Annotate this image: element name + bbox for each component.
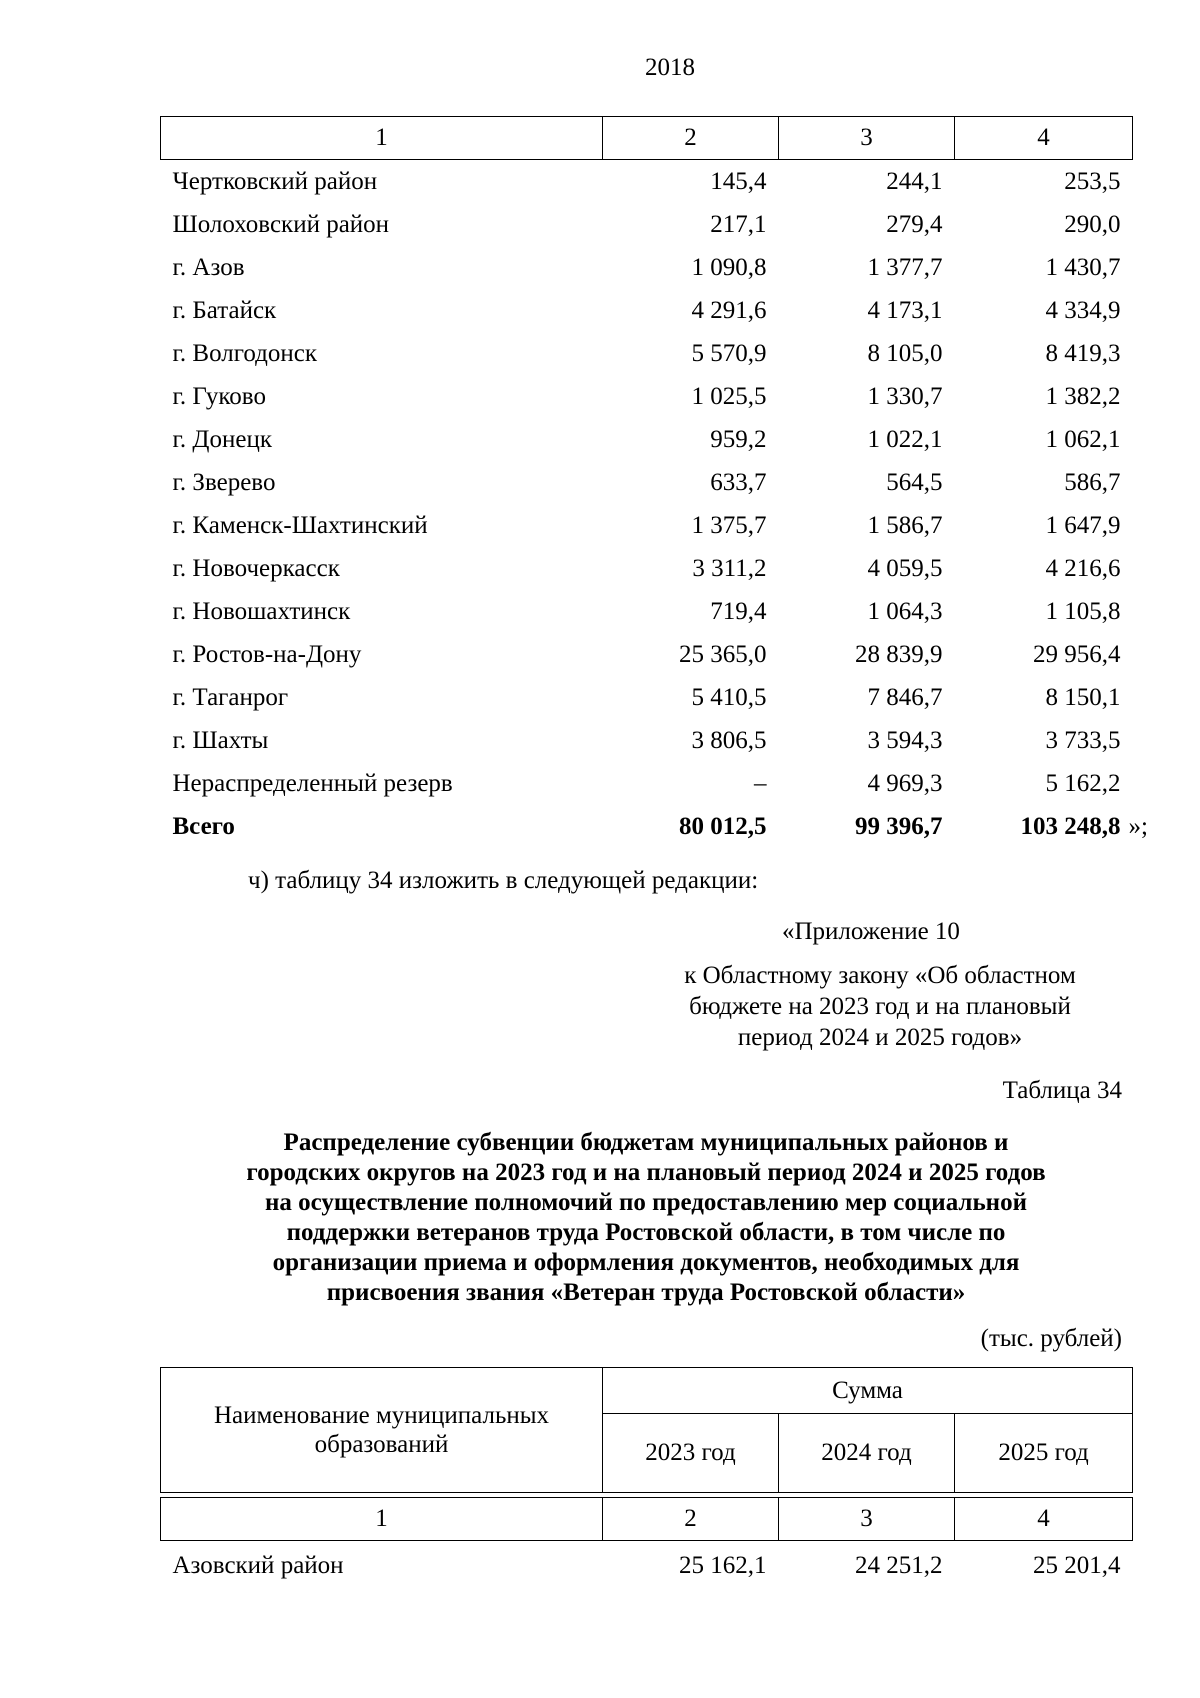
value-col2: 25 365,0 [679, 640, 767, 668]
municipality-name: г. Новочеркасск [172, 554, 340, 582]
year-header: 2025 год [955, 1414, 1133, 1493]
table-number: Таблица 34 [1002, 1077, 1122, 1104]
bottom-index-row [161, 1498, 1133, 1541]
municipality-name: г. Донецк [172, 425, 272, 453]
municipality-name: г. Зверево [172, 468, 276, 496]
value-col4: 1 430,7 [1045, 253, 1121, 281]
table-row [161, 289, 1133, 332]
municipality-name: г. Азов [172, 253, 245, 281]
value-2023: 25 162,1 [679, 1552, 767, 1579]
year-header: 2023 год [603, 1414, 779, 1493]
value-col3: 4 059,5 [867, 554, 943, 582]
municipality-name: г. Батайск [172, 296, 277, 324]
total-col3: 99 396,7 [855, 812, 943, 840]
value-col2: 4 291,6 [691, 296, 767, 324]
year-header: 2024 год [779, 1414, 955, 1493]
caption-line: организации приема и оформления документов, необходимых для [272, 1249, 1020, 1276]
value-col2: 1 375,7 [691, 511, 767, 539]
total-col4: 103 248,8 [1020, 812, 1121, 840]
value-col3: 1 064,3 [867, 597, 943, 625]
value-col3: 1 586,7 [867, 511, 943, 539]
table-row [161, 547, 1133, 590]
value-col4: 8 150,1 [1045, 683, 1121, 711]
value-col4: 4 334,9 [1045, 296, 1121, 324]
value-col2: 145,4 [710, 167, 767, 195]
name-header-line: Наименование муниципальных [213, 1402, 550, 1429]
value-col2: 719,4 [710, 597, 767, 625]
value-col2: 3 806,5 [691, 726, 767, 754]
header-cell: 3 [779, 117, 955, 160]
value-col2: 1 090,8 [691, 253, 767, 281]
value-col4: 1 062,1 [1045, 425, 1121, 453]
table-row [161, 203, 1133, 246]
table-row [161, 160, 1133, 204]
value-col2: 959,2 [710, 425, 767, 453]
value-col3: 4 173,1 [867, 296, 943, 324]
index-cell: 4 [955, 1498, 1133, 1541]
caption-line: поддержки ветеранов труда Ростовской области, в том числе по [286, 1219, 1006, 1246]
page-number-text: 2018 [645, 54, 695, 81]
value-col3: 1 330,7 [867, 382, 943, 410]
value-col3: 8 105,0 [867, 339, 943, 367]
sum-header: Сумма [603, 1368, 1133, 1414]
header-cell: 4 [955, 117, 1133, 160]
municipality-name: Азовский район [172, 1552, 344, 1579]
table-row [161, 332, 1133, 375]
index-cell: 3 [779, 1498, 955, 1541]
table-row [161, 633, 1133, 676]
value-col4: 4 216,6 [1045, 554, 1121, 582]
value-col3: 7 846,7 [867, 683, 943, 711]
total-col2: 80 012,5 [679, 812, 767, 840]
value-col4: 1 105,8 [1045, 597, 1121, 625]
table-row [161, 504, 1133, 547]
value-col3: 1 377,7 [867, 253, 943, 281]
name-header-line: образований [314, 1431, 449, 1458]
total-label: Всего [172, 812, 235, 840]
table-row [161, 590, 1133, 633]
value-col2: 3 311,2 [692, 554, 767, 582]
value-col4: 290,0 [1064, 210, 1121, 238]
bottom-table [160, 1367, 1133, 1591]
value-col2: 5 570,9 [691, 339, 767, 367]
name-header [161, 1368, 603, 1493]
table-row [161, 375, 1133, 418]
municipality-name: г. Гуково [172, 382, 266, 410]
index-cell: 2 [603, 1498, 779, 1541]
value-col4: 586,7 [1064, 468, 1121, 496]
municipality-name: Чертковский район [172, 167, 378, 195]
municipality-name: Нераспределенный резерв [172, 769, 453, 797]
value-col3: 28 839,9 [855, 640, 943, 668]
caption-line: присвоения звания «Ветеран труда Ростовской области» [326, 1279, 966, 1306]
total-col4-wrap [1020, 812, 1148, 840]
municipality-name: г. Новошахтинск [172, 597, 351, 625]
municipality-name: Шолоховский район [172, 210, 390, 238]
table-row [161, 762, 1133, 805]
value-col2: 1 025,5 [691, 382, 767, 410]
table-row [161, 461, 1133, 504]
value-col4: 8 419,3 [1045, 339, 1121, 367]
table-row [161, 1541, 1133, 1592]
caption-line: Распределение субвенции бюджетам муниципальных районов и [283, 1129, 1009, 1156]
bottom-header-row-1 [161, 1368, 1133, 1414]
value-col4: 3 733,5 [1045, 726, 1121, 754]
value-col4: 29 956,4 [1033, 640, 1121, 668]
value-2025: 25 201,4 [1033, 1552, 1121, 1579]
value-col3: 1 022,1 [867, 425, 943, 453]
caption-line: на осуществление полномочий по предоставлению мер социальной [265, 1189, 1027, 1216]
value-col2: 217,1 [710, 210, 767, 238]
value-col3: 279,4 [886, 210, 943, 238]
value-col2: – [754, 769, 767, 797]
municipality-name: г. Шахты [172, 726, 269, 754]
municipality-name: г. Каменск-Шахтинский [172, 511, 428, 539]
value-col4: 1 382,2 [1045, 382, 1121, 410]
table-row [161, 676, 1133, 719]
table-caption [160, 1128, 1132, 1308]
appendix-title: «Приложение 10 [782, 918, 960, 945]
table-row [161, 719, 1133, 762]
table-row [161, 418, 1133, 461]
value-col2: 633,7 [710, 468, 767, 496]
value-col4: 1 647,9 [1045, 511, 1121, 539]
value-2024: 24 251,2 [855, 1552, 943, 1579]
units-label: (тыс. рублей) [980, 1325, 1122, 1352]
total-col4-cell [955, 805, 1148, 848]
table-row [161, 246, 1133, 289]
value-col3: 564,5 [886, 468, 943, 496]
appendix-line: к Областному закону «Об областном [684, 962, 1076, 989]
appendix-reference [640, 960, 1120, 1053]
header-cell: 2 [603, 117, 779, 160]
municipality-name: г. Ростов-на-Дону [172, 640, 362, 668]
page-number [0, 54, 1200, 82]
value-col4: 5 162,2 [1045, 769, 1121, 797]
value-col3: 244,1 [886, 167, 943, 195]
appendix-line: бюджете на 2023 год и на плановый [689, 993, 1071, 1020]
instruction-text: ч) таблицу 34 изложить в следующей редакции: [248, 867, 759, 894]
quote-suffix: »; [1128, 812, 1148, 840]
top-table [160, 116, 1148, 848]
value-col2: 5 410,5 [691, 683, 767, 711]
appendix-line: период 2024 и 2025 годов» [737, 1024, 1023, 1051]
caption-line: городских округов на 2023 год и на плановый период 2024 и 2025 годов [246, 1159, 1046, 1186]
total-row [161, 805, 1133, 848]
value-col3: 4 969,3 [867, 769, 943, 797]
header-cell: 1 [161, 117, 603, 160]
value-col4: 253,5 [1064, 167, 1121, 195]
top-table-header-row [161, 117, 1133, 160]
value-col3: 3 594,3 [867, 726, 943, 754]
municipality-name: г. Волгодонск [172, 339, 318, 367]
municipality-name: г. Таганрог [172, 683, 289, 711]
index-cell: 1 [161, 1498, 603, 1541]
